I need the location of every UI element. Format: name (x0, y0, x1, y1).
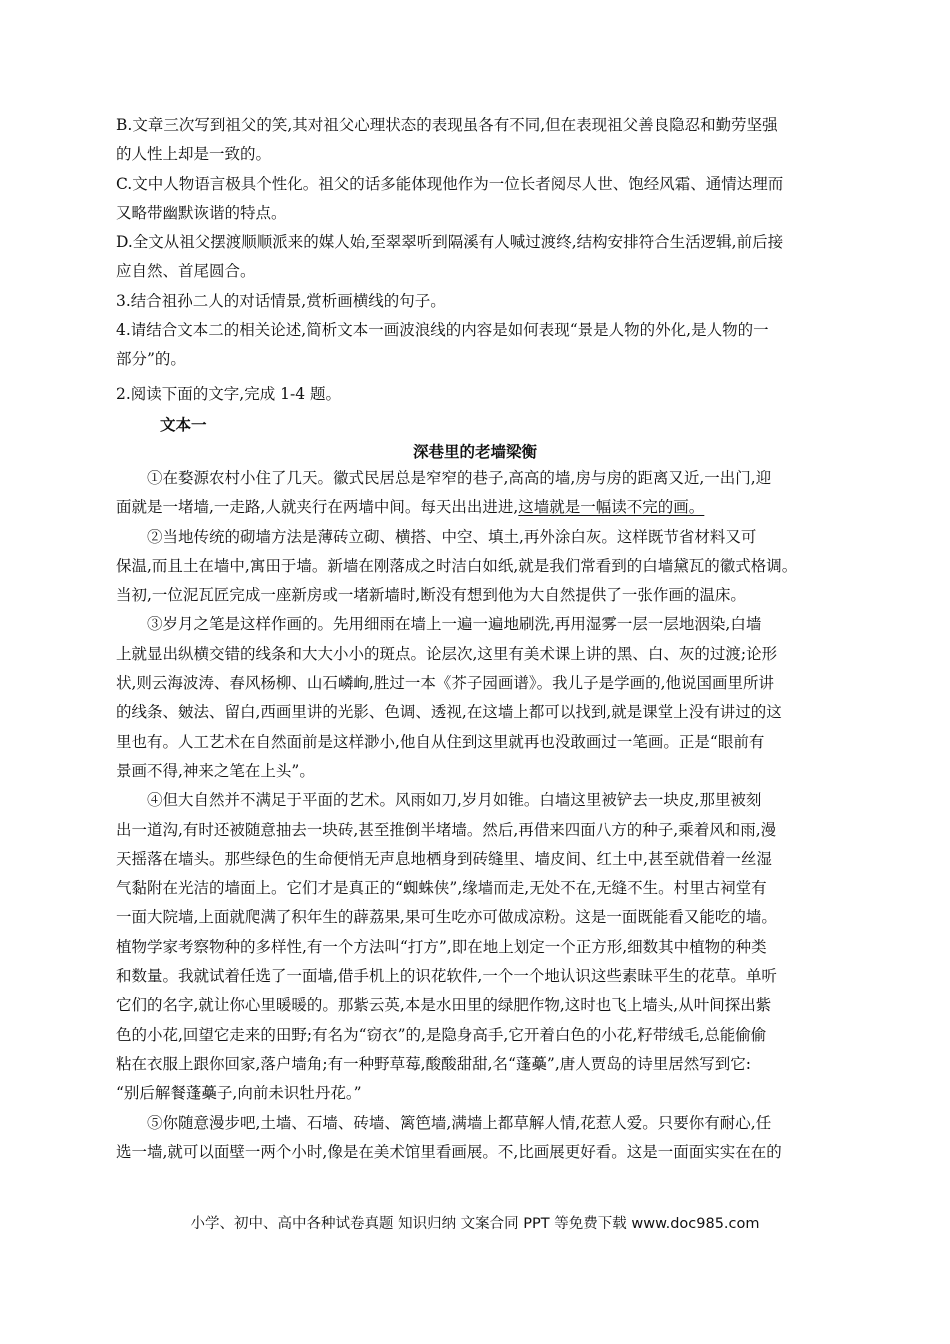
paragraph-line: 面就是一堵墙,一走路,人就夹行在两墙中间。每天出出进进,这墙就是一幅读不完的画。 (116, 498, 705, 517)
section-instruction: 2.阅读下面的文字,完成 1-4 题。 (116, 385, 342, 403)
question-line: D.全文从祖父摆渡顺顺派来的媒人始,至翠翠听到隔溪有人喊过渡终,结构安排符合生活逻辑,前后接 (116, 233, 784, 252)
paragraph-line: 气黏附在光洁的墙面上。它们才是真正的“蜘蛛侠”,缘墙而走,无处不在,无缝不生。村里古祠堂有 (116, 879, 767, 898)
paragraph-line: 植物学家考察物种的多样性,有一个方法叫“打方”,即在地上划定一个正方形,细数其中植物的种类 (116, 937, 767, 956)
paragraph-line: ①在婺源农村小住了几天。徽式民居总是窄窄的巷子,高高的墙,房与房的距离又近,一出门,迎 (147, 469, 772, 487)
paragraph-line: 上就显出纵横交错的线条和大大小小的斑点。论层次,这里有美术课上讲的黑、白、灰的过渡;论形 (116, 644, 778, 663)
paragraph-line: 的线条、皴法、留白,西画里讲的光影、色调、透视,在这墙上都可以找到,就是课堂上没有讲过的这 (116, 703, 782, 722)
paragraph-line: ②当地传统的砌墙方法是薄砖立砌、横搭、中空、填土,再外涂白灰。这样既节省材料又可 (147, 527, 757, 546)
question-line: 应自然、首尾圆合。 (116, 262, 256, 281)
question-line: 4.请结合文本二的相关论述,简析文本一画波浪线的内容是如何表现“景是人物的外化,是人物的一 (116, 321, 769, 340)
paragraph-line: ④但大自然并不满足于平面的艺术。风雨如刀,岁月如锥。白墙这里被铲去一块皮,那里被刻 (147, 791, 762, 810)
paragraph-line: 天摇落在墙头。那些绿色的生命便悄无声息地栖身到砖缝里、墙皮间、红土中,甚至就借着一丝湿 (116, 849, 772, 868)
paragraph-line: 粘在衣服上跟你回家,落户墙角;有一种野草莓,酸酸甜甜,名“蓬蘽”,唐人贾岛的诗里居然写到它: (116, 1054, 752, 1073)
article-title: 深巷里的老墙梁衡 (412, 442, 537, 461)
paragraph-line: 一面大院墙,上面就爬满了积年生的薜荔果,果可生吃亦可做成凉粉。这是一面既能看又能吃的墙。 (116, 908, 777, 927)
question-line: C.文中人物语言极具个性化。祖父的话多能体现他作为一位长者阅尽人世、饱经风霜、通情达理而 (116, 174, 784, 193)
paragraph-line: 状,则云海波涛、春风杨柳、山石嶙峋,胜过一本《芥子园画谱》。我儿子是学画的,他说国画里所讲 (116, 674, 775, 693)
underlined-sentence: 这墙就是一幅读不完的画。 (518, 498, 705, 517)
question-line: 的人性上却是一致的。 (116, 145, 272, 164)
paragraph-line: ③岁月之笔是这样作画的。先用细雨在墙上一遍一遍地刷洗,再用湿雾一层一层地洇染,白墙 (147, 615, 762, 634)
question-line: 又略带幽默诙谐的特点。 (116, 203, 287, 222)
question-line: 部分”的。 (116, 350, 186, 369)
paragraph-line: 出一道沟,有时还被随意抽去一块砖,甚至推倒半堵墙。然后,再借来四面八方的种子,乘着风和雨,漫 (116, 820, 777, 839)
text-label: 文本一 (160, 415, 207, 434)
question-line: B.文章三次写到祖父的笑,其对祖父心理状态的表现虽各有不同,但在表现祖父善良隐忍和勤劳坚强 (116, 116, 778, 134)
paragraph-line: 选一墙,就可以面壁一两个小时,像是在美术馆里看画展。不,比画展更好看。这是一面面实实在在的 (116, 1142, 782, 1161)
paragraph-line: “别后解餐蓬蘽子,向前未识牡丹花。” (116, 1084, 362, 1103)
paragraph-line: 里也有。人工艺术在自然面前是这样渺小,他自从住到这里就再也没敢画过一笔画。正是“眼前有 (116, 732, 765, 751)
paragraph-line: ⑤你随意漫步吧,土墙、石墙、砖墙、篱笆墙,满墙上都草解人情,花惹人爱。只要你有耐心,任 (147, 1113, 772, 1132)
page-footer: 小学、初中、高中各种试卷真题 知识归纳 文案合同 PPT 等免费下载 www.doc985.com (190, 1216, 760, 1232)
article-body (116, 464, 836, 1167)
paragraph-line: 景画不得,神来之笔在上头”。 (116, 761, 315, 780)
paragraph-line: 保温,而且土在墙中,寓田于墙。新墙在刚落成之时洁白如纸,就是我们常看到的白墙黛瓦的徽式格调。 (116, 556, 798, 575)
paragraph-line: 和数量。我就试着任选了一面墙,借手机上的识花软件,一个一个地认识这些素昧平生的花草。单听 (116, 967, 777, 986)
question-options (116, 111, 836, 375)
paragraph-line: 当初,一位泥瓦匠完成一座新房或一堵新墙时,断没有想到他为大自然提供了一张作画的温床。 (116, 586, 746, 605)
paragraph-line: 它们的名字,就让你心里暖暖的。那紫云英,本是水田里的绿肥作物,这时也飞上墙头,从叶间探出紫 (116, 996, 772, 1015)
paragraph-line: 色的小花,回望它走来的田野;有名为“窃衣”的,是隐身高手,它开着白色的小花,籽带绒毛,总能偷偷 (116, 1025, 767, 1044)
question-line: 3.结合祖孙二人的对话情景,赏析画横线的句子。 (116, 291, 446, 310)
